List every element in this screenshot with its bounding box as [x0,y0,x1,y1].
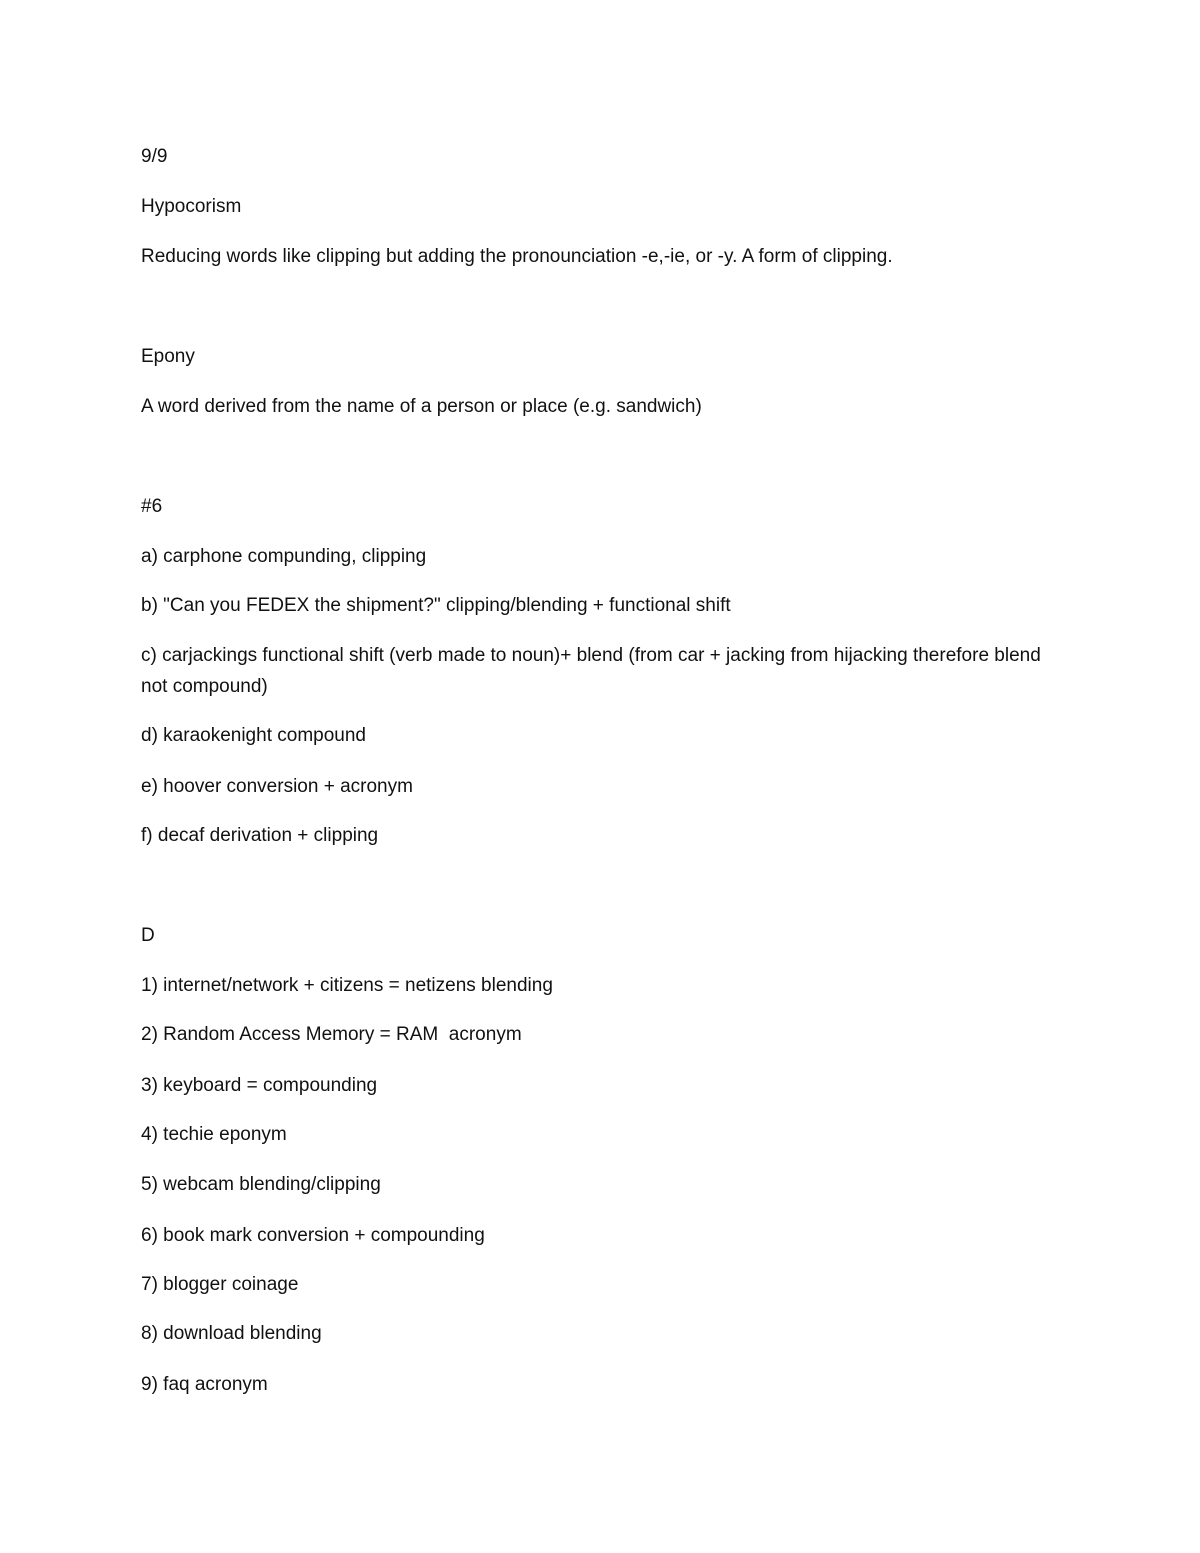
exercise-6-item-d: d) karaokenight compound [141,725,366,746]
exercise-d-item-8: 8) download blending [141,1323,322,1344]
exercise-6-item-e: e) hoover conversion + acronym [141,776,413,797]
exercise-d-item-7: 7) blogger coinage [141,1274,299,1295]
term-hypocorism: Hypocorism [141,196,242,217]
exercise-6-item-a: a) carphone compunding, clipping [141,546,427,567]
exercise-d-item-4: 4) techie eponym [141,1124,287,1145]
date-heading: 9/9 [141,146,168,167]
exercise-d-item-9: 9) faq acronym [141,1374,268,1395]
exercise-d-item-3: 3) keyboard = compounding [141,1075,378,1096]
exercise-6-heading: #6 [141,496,163,517]
exercise-d-item-1: 1) internet/network + citizens = netizens blending [141,975,553,996]
exercise-d-item-2: 2) Random Access Memory = RAM acronym [141,1024,522,1045]
term-epony: Epony [141,346,195,367]
exercise-d-heading: D [141,925,155,946]
exercise-d-item-5: 5) webcam blending/clipping [141,1174,381,1195]
definition-epony: A word derived from the name of a person or place (e.g. sandwich) [141,396,702,417]
exercise-6-item-b: b) "Can you FEDEX the shipment?" clipping/blending + functional shift [141,595,731,616]
exercise-6-item-f: f) decaf derivation + clipping [141,825,379,846]
exercise-d-item-6: 6) book mark conversion + compounding [141,1225,485,1246]
definition-hypocorism: Reducing words like clipping but adding the pronounciation -e,-ie, or -y. A form of clipping. [141,246,893,267]
exercise-6-item-c: c) carjackings functional shift (verb made to noun)+ blend (from car + jacking from hijacking therefore blend not compound) [141,645,1047,697]
